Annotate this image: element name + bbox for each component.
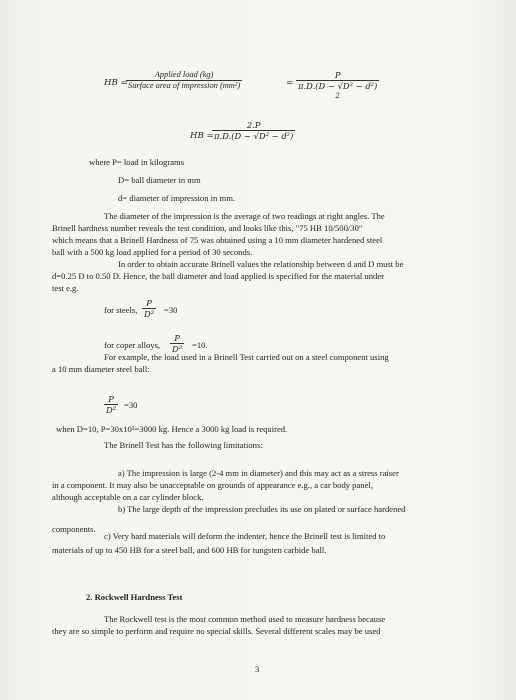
eq1-frac2-denominator-two: 2 — [335, 92, 340, 100]
eq2-denominator: π.D.(D − √D² − d²) — [214, 131, 294, 141]
rockwell-line-2: they are so simple to perform and require no special skills. Several different scales may be used — [52, 626, 381, 636]
limitation-a-line-3: although acceptable on a car cylinder block. — [52, 492, 204, 502]
section-heading-rockwell: 2. Rockwell Hardness Test — [86, 592, 183, 602]
limitations-intro: The Brinell Test has the following limitations: — [104, 440, 263, 450]
rockwell-line-1: The Rockwell test is the most common method used to measure hardness because — [104, 614, 386, 624]
where-line-2: D= ball diameter in mm — [118, 175, 201, 185]
eq1-frac1-denominator: Surface area of impression (mm²) — [128, 81, 241, 90]
limitation-a-line-1: a) The impression is large (2-4 mm in diameter) and this may act as a stress raiser — [118, 468, 399, 478]
steels-denominator: D² — [144, 309, 155, 319]
page-number: 3 — [255, 664, 260, 674]
steels-numerator: P — [146, 298, 152, 308]
copper-label: for coper alloys, — [104, 340, 161, 350]
para1-line-2: Brinell hardness number reveals the test condition, and looks like this, "75 HB 10/500/30" — [52, 223, 363, 233]
eq1-frac1-numerator: Applied load (kg) — [154, 70, 214, 79]
copper-value: =10. — [192, 340, 208, 350]
copper-fraction — [170, 333, 184, 354]
steels-value: =30 — [164, 305, 178, 315]
para2-line-1: In order to obtain accurate Brinell values the relationship between d and D must be — [118, 259, 404, 269]
example-value: =30 — [124, 400, 138, 410]
para1-line-3: which means that a Brinell Hardness of 75 was obtained using a 10 mm diameter hardened steel — [52, 235, 383, 245]
copper-denominator: D² — [172, 344, 183, 354]
eq1-equals: = — [286, 78, 294, 88]
example-line-1: For example, the load used in a Brinell Test carried out on a steel component using — [104, 352, 389, 362]
where-line-3: d= diameter of impression in mm. — [118, 193, 236, 203]
eq1-fraction-1 — [126, 70, 242, 91]
example-numerator: P — [108, 394, 114, 404]
example-line-2: a 10 mm diameter steel ball: — [52, 364, 150, 374]
eq1-frac2-denominator: π.D.(D − √D² − d²) — [298, 81, 378, 91]
eq1-lhs: HB = — [104, 78, 128, 88]
limitation-b-line-1: b) The large depth of the impression precludes its use on plated or surface hardened — [118, 504, 406, 514]
limitation-c-line-1: c) Very hard materials will deform the indenter, hence the Brinell test is limited to — [104, 531, 386, 541]
limitation-b-line-2: components. — [52, 524, 96, 534]
para1-line-1: The diameter of the impression is the average of two readings at right angles. The — [104, 211, 385, 221]
para1-line-4: ball with a 500 kg load applied for a period of 30 seconds. — [52, 247, 253, 257]
when-line: when D=10, P=30x10²=3000 kg. Hence a 3000 kg load is required. — [56, 424, 288, 434]
eq1-fraction-2 — [296, 70, 379, 101]
steels-fraction — [142, 298, 156, 319]
where-line-1: where P= load in kilograms — [89, 157, 185, 167]
eq2-numerator: 2.P — [246, 120, 261, 130]
copper-numerator: P — [174, 333, 180, 343]
limitation-a-line-2: in a component. It may also be unacceptable on grounds of appearance e.g., a car body panel, — [52, 480, 373, 490]
limitation-c-line-2: materials of up to 450 HB for a steel ball, and 600 HB for tungsten carbide ball. — [52, 545, 327, 555]
eq2-fraction — [212, 120, 295, 141]
para2-line-3: test e.g. — [52, 283, 79, 293]
steels-label: for steels, — [104, 305, 138, 315]
para2-line-2: d=0.25 D to 0.50 D. Hence, the ball diameter and load applied is specified for the material under — [52, 271, 385, 281]
example-fraction — [104, 394, 118, 415]
eq2-lhs: HB = — [190, 131, 214, 141]
eq1-frac2-numerator: P — [334, 70, 341, 80]
example-denominator: D² — [106, 405, 117, 415]
